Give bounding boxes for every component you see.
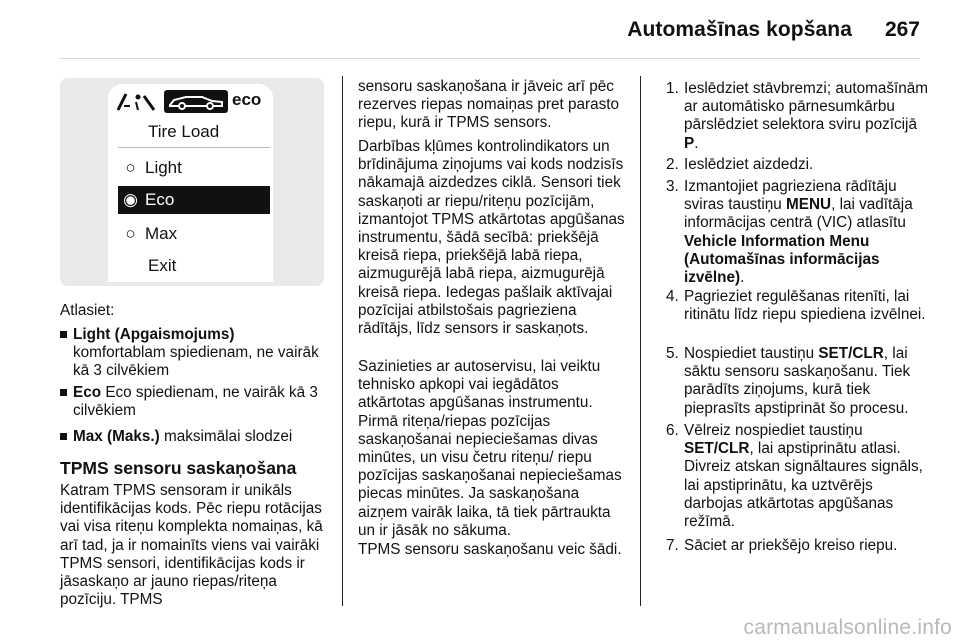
step-3: 3. Izmantojiet pagrieziena rādītāju sviras taustiņu MENU, lai vadītāja informācijas centrā (VIC) atlasītu Vehicle Information Menu (Automašīnas informācijas izvēlne).: [666, 178, 913, 287]
display-title: Tire Load: [148, 122, 220, 141]
watermark: carmanualsonline.info: [743, 616, 952, 639]
column-divider-1: [342, 76, 343, 606]
bullet-icon: [60, 331, 67, 338]
car-icon: [164, 90, 228, 113]
bullet-icon: [60, 433, 67, 440]
seatbelt-icon: [116, 92, 156, 112]
paragraph-1: sensoru saskaņošana ir jāveic arī pēc rezerves riepas nomaiņas pret parasto riepu, kurā ir TPMS sensors.: [358, 78, 620, 132]
bullet-icon: [60, 389, 67, 396]
column-divider-2: [640, 76, 641, 606]
radio-selected-icon: ◉: [123, 190, 138, 209]
header-rule: [60, 58, 920, 59]
section-paragraph: Katram TPMS sensoram ir unikāls identifikācijas kods. Pēc riepu rotācijas vai visa riteņu komplekta nomaiņas, kā arī tad, ja ir nomainīts viens vai vairāki TPMS sensori, identifikācijas kods ir jāsaskaņo ar jauno riepas/riteņa pozīciju. TPMS: [60, 482, 323, 609]
bullet-light: Light (Apgaismojums) komfortablam spiedienam, ne vairāk kā 3 cilvēkiem: [60, 326, 332, 381]
step-4: 4. Pagrieziet regulēšanas ritenīti, lai ritinātu līdz riepu spiediena izvēlnei.: [666, 288, 926, 324]
page-header-title: Automašīnas kopšana: [627, 18, 852, 41]
step-1: 1. Ieslēdziet stāvbremzi; automašīnām ar automātisko pārnesumkārbu pārslēdziet selektora sviru pozīcijā P.: [666, 80, 929, 152]
option-eco: ◉ Eco: [123, 190, 175, 209]
radio-unselected-icon: ○: [125, 224, 136, 243]
step-2: 2. Ieslēdziet aizdedzi.: [666, 156, 814, 173]
paragraph-2: Darbības kļūmes kontrolindikators un brīdinājuma ziņojums vai kods nodzisīs nākamajā aizdedzes ciklā. Sensori tiek saskaņoti ar riepu/riteņu pozīcijām, izmantojot TPMS atkārtotas apgūšanas instrumentu, šādā secībā: priekšējā kreisā riepa, priekšējā labā riepa, aizmugurējā labā riepa, aizmugurējā kreisā riepa. Iedegas pašlaik aktīvajai pozīcijai atbilstošais pagrieziena rādītājs, līdz sensors ir saskaņots.: [358, 138, 625, 338]
step-7: 7. Sāciet ar priekšējo kreiso riepu.: [666, 537, 898, 554]
radio-unselected-icon: ○: [125, 158, 136, 177]
page-number: 267: [884, 18, 920, 41]
display-rule: [118, 147, 270, 148]
lead-text: Atlasiet:: [60, 302, 115, 319]
option-light: ○ Light: [122, 158, 182, 178]
display-screen: [108, 84, 273, 282]
paragraph-4: TPMS sensoru saskaņošanu veic šādi.: [358, 541, 622, 558]
car-icon-box: [164, 90, 228, 113]
option-exit: Exit: [148, 256, 177, 275]
paragraph-3: Sazinieties ar autoservisu, lai veiktu tehnisko apkopi vai iegādātos atkārtotas apgūšanas instrumentu. Pirmā riteņa/riepas pozīcijas saskaņošanai nepieciešamas divas minūtes, un visu četru riteņu/ riepu pozīcijas saskaņošanai nepieciešamas piecas minūtes. Ja saskaņošana aizņem vairāk laika, tā tiek pārtraukta un ir jāsāk no sākuma.: [358, 358, 622, 539]
step-6: 6. Vēlreiz nospiediet taustiņu SET/CLR, lai apstiprinātu atlasi. Divreiz atskan signāltaures signāls, lai apstiprinātu, ka uztvērējs darbojas atkārtotas apgūšanas režīmā.: [666, 422, 923, 531]
eco-badge: eco: [232, 90, 262, 109]
bullet-eco: Eco Eco spiedienam, ne vairāk kā 3 cilvēkiem: [60, 384, 332, 420]
bullet-max: Max (Maks.) maksimālai slodzei: [60, 428, 332, 446]
step-5: 5. Nospiediet taustiņu SET/CLR, lai sāktu sensoru saskaņošanu. Tiek parādīts ziņojums, kurā tiek pieprasīts apstiprināt šo procesu.: [666, 345, 911, 417]
option-max: ○ Max: [122, 224, 177, 244]
section-heading: TPMS sensoru saskaņošana: [60, 458, 297, 478]
